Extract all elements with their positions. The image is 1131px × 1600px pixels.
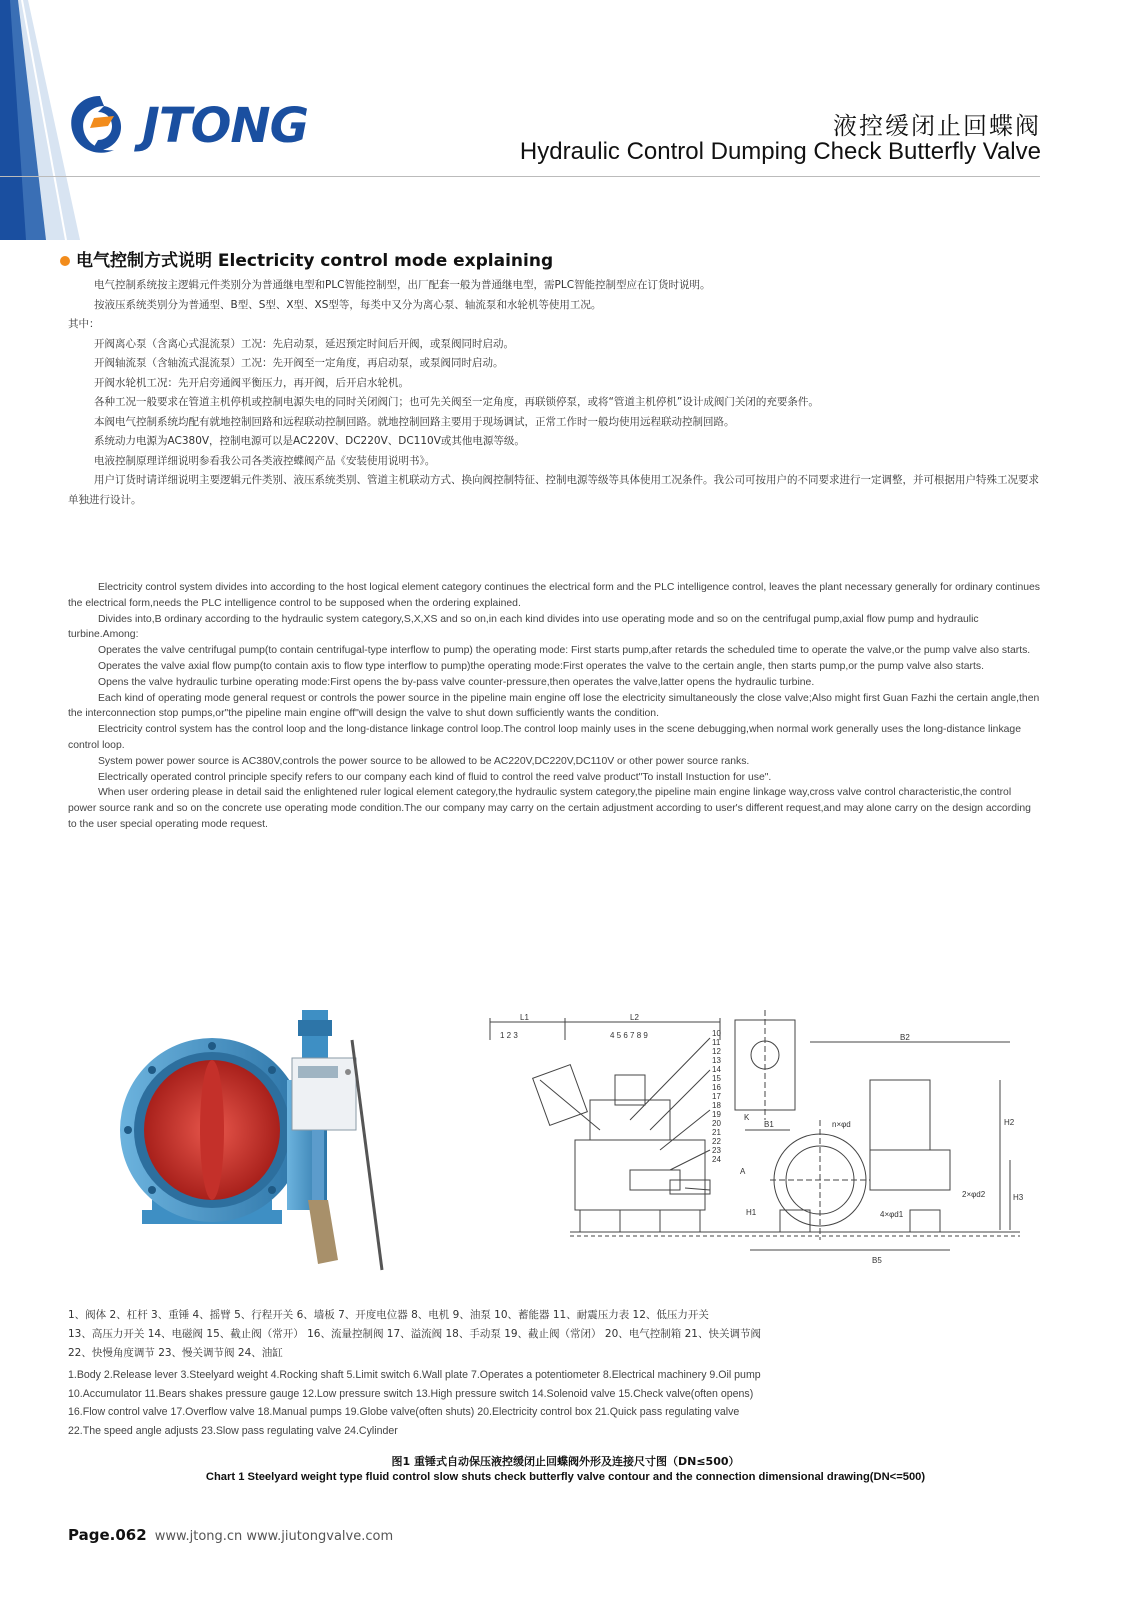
svg-text:4 5 6 7 8 9: 4 5 6 7 8 9 [610, 1031, 648, 1040]
page-title-cn: 液控缓闭止回蝶阀 [833, 112, 1041, 140]
svg-text:15: 15 [712, 1074, 721, 1083]
en-paragraph: When user ordering please in detail said the enlightened ruler logical element category,the hydraulic system category,the pipeline main engine linkage way,cross valve control characteristic,the control power source rank and so on the concrete use operating mode condition.The our company may carry on the certain adjustment according to user's different request,and may alone carry on the design according to the user special operating mode request. [68, 787, 1031, 830]
parts-line: 22、快慢角度调节 23、慢关调节阀 24、油缸 [68, 1347, 283, 1359]
svg-text:B5: B5 [872, 1256, 882, 1265]
brand-mark-icon [64, 92, 136, 160]
cn-paragraph: 本阀电气控制系统均配有就地控制回路和远程联动控制回路。就地控制回路主要用于现场调试，正常工作时一般均使用远程联动控制回路。 [94, 415, 735, 428]
cn-paragraph: 其中： [68, 318, 100, 330]
chinese-description [68, 276, 1042, 510]
svg-text:B1: B1 [764, 1120, 774, 1129]
section-title: 电气控制方式说明 Electricity control mode explaining [76, 251, 554, 271]
page-title-en: Hydraulic Control Dumping Check Butterfly Valve [519, 138, 1041, 165]
svg-text:K: K [744, 1113, 750, 1122]
en-paragraph: Each kind of operating mode general request or controls the power source in the pipeline main engine off lose the electricity simultaneously the close valve;Also might first Guan Fazhi the certain angle,then the interconnection stop pumps,or"the pipeline main engine off"will design the valve to shut down sufficiently wants the condition. [68, 692, 1040, 720]
en-paragraph: Divides into,B ordinary according to the hydraulic system category,S,X,XS and so on,in each kind divides into use operating mode and so on the centrifugal pump,axial flow pump and hydraulic turbine.Among: [68, 613, 979, 641]
cn-paragraph: 系统动力电源为AC380V，控制电源可以是AC220V、DC220V、DC110V或其他电源等级。 [94, 435, 525, 447]
svg-text:B2: B2 [900, 1033, 910, 1042]
svg-text:L2: L2 [630, 1013, 639, 1022]
cn-paragraph: 开阀轴流泵（含轴流式混流泵）工况：先开阀至一定角度，再启动泵，或泵阀同时启动。 [94, 357, 504, 369]
svg-text:n×φd: n×φd [832, 1120, 851, 1129]
brand-name: JTONG [142, 98, 308, 154]
svg-text:21: 21 [712, 1128, 721, 1137]
svg-text:20: 20 [712, 1119, 721, 1128]
figure-caption-en: Chart 1 Steelyard weight type fluid control slow shuts check butterfly valve contour and the connection dimensional drawing(DN<=500) [205, 1471, 926, 1483]
dimensional-drawing [480, 1010, 1040, 1280]
bullet-icon [60, 256, 70, 266]
en-paragraph: System power power source is AC380V,controls the power source to be allowed to be AC220V,DC220V,DC110V or other power source ranks. [98, 755, 750, 767]
parts-line: 16.Flow control valve 17.Overflow valve 18.Manual pumps 19.Globe valve(often shuts) 20.Electricity control box 21.Quick pass regulating valve [68, 1406, 740, 1418]
en-paragraph: Operates the valve centrifugal pump(to contain centrifugal-type interflow to pump) the operating mode: First starts pump,after retards the scheduled time to operate the valve,or the pump valve also starts. [98, 645, 1031, 657]
valve-product-photo [112, 1010, 422, 1280]
svg-text:16: 16 [712, 1083, 721, 1092]
en-paragraph: Electricity control system divides into according to the host logical element category continues the electrical form and the PLC intelligence control, leaves the plant necessary generally for ordinary continues the electrical form,needs the PLC intelligence control to be supposed when the ordering explained. [68, 582, 1040, 609]
svg-text:10: 10 [712, 1029, 721, 1038]
parts-list-cn [68, 1306, 1048, 1363]
svg-text:H1: H1 [746, 1208, 757, 1217]
svg-text:H3: H3 [1013, 1193, 1024, 1202]
cn-paragraph: 各种工况一般要求在管道主机停机或控制电源失电的同时关闭阀门；也可先关阀至一定角度，再联锁停泵，或将“管道主机停机”设计成阀门关闭的充要条件。 [94, 396, 819, 408]
figure-caption-cn: 图1 重锤式自动保压液控缓闭止回蝶阀外形及连接尺寸图（DN≤500） [391, 1455, 740, 1468]
en-paragraph: Operates the valve axial flow pump(to contain axis to flow type interflow to pump)the operating mode:First operates the valve to the certain angle, then starts pump,or the pump valve also starts. [98, 660, 984, 672]
svg-text:18: 18 [712, 1101, 721, 1110]
svg-text:17: 17 [712, 1092, 721, 1101]
svg-text:4×φd1: 4×φd1 [880, 1210, 904, 1219]
en-paragraph: Opens the valve hydraulic turbine operating mode:First opens the by-pass valve counter-pressure,then operates the valve,latter opens the hydraulic turbine. [98, 676, 815, 688]
cn-paragraph: 按液压系统类别分为普通型、B型、S型、X型、XS型等，每类中又分为离心泵、轴流泵和水轮机等使用工况。 [94, 298, 602, 311]
parts-line: 1.Body 2.Release lever 3.Steelyard weight 4.Rocking shaft 5.Limit switch 6.Wall plate 7.Operates a potentiometer 8.Electrical machinery 9.Oil pump [68, 1369, 761, 1381]
svg-text:2×φd2: 2×φd2 [962, 1190, 986, 1199]
svg-text:14: 14 [712, 1065, 721, 1074]
english-description [68, 580, 1042, 833]
page-footer [68, 1526, 393, 1544]
parts-line: 1、阀体 2、杠杆 3、重锤 4、摇臂 5、行程开关 6、墙板 7、开度电位器 8、电机 9、油泵 10、蓄能器 11、耐震压力表 12、低压力开关 [68, 1309, 709, 1321]
parts-line: 10.Accumulator 11.Bears shakes pressure gauge 12.Low pressure switch 13.High pressure switch 14.Solenoid valve 15.Check valve(often opens) [68, 1387, 754, 1400]
svg-text:H2: H2 [1004, 1118, 1015, 1127]
cn-paragraph: 电气控制系统按主逻辑元件类别分为普通继电型和PLC智能控制型，出厂配套一般为普通继电型，需PLC智能控制型应在订货时说明。 [94, 279, 711, 291]
en-paragraph: Electricity control system has the control loop and the long-distance linkage control loop.The control loop mainly uses in the scene debugging,when normal work generally uses the long-distance linkage control loop. [68, 724, 1021, 751]
cn-paragraph: 开阀离心泵（含离心式混流泵）工况：先启动泵，延迟预定时间后开阀，或泵阀同时启动。 [94, 337, 514, 350]
en-paragraph: Electrically operated control principle specify refers to our company each kind of fluid to control the reed valve product"To install Instuction for use". [98, 771, 772, 783]
svg-text:12: 12 [712, 1047, 721, 1056]
cn-paragraph: 开阀水轮机工况：先开启旁通阀平衡压力，再开阀，后开启水轮机。 [94, 376, 409, 389]
parts-line: 13、高压力开关 14、电磁阀 15、截止阀（常开） 16、流量控制阀 17、溢流阀 18、手动泵 19、截止阀（常闭） 20、电气控制箱 21、快关调节阀 [68, 1328, 761, 1340]
svg-text:23: 23 [712, 1146, 721, 1155]
parts-list-en [68, 1366, 1048, 1440]
parts-line: 22.The speed angle adjusts 23.Slow pass regulating valve 24.Cylinder [68, 1424, 398, 1437]
footer-urls: www.jtong.cn www.jiutongvalve.com [154, 1529, 394, 1544]
svg-text:A: A [740, 1167, 746, 1176]
header-divider [0, 176, 1040, 177]
svg-text:19: 19 [712, 1110, 721, 1119]
svg-text:L1: L1 [520, 1013, 529, 1022]
section-heading [60, 246, 553, 271]
svg-text:11: 11 [712, 1038, 721, 1047]
svg-text:1 2 3: 1 2 3 [500, 1031, 518, 1040]
page-number: Page.062 [68, 1526, 147, 1544]
brand-logo [64, 92, 308, 160]
svg-text:24: 24 [712, 1155, 721, 1164]
page-header [0, 0, 1131, 230]
cn-paragraph: 电液控制原理详细说明参看我公司各类液控蝶阀产品《安装使用说明书》。 [94, 454, 436, 467]
svg-text:13: 13 [712, 1056, 721, 1065]
cn-paragraph: 用户订货时请详细说明主要逻辑元件类别、液压系统类别、管道主机联动方式、换向阀控制特征、控制电源等级等具体使用工况条件。我公司可按用户的不同要求进行一定调整，并可根据用户特殊工况要求单独进行设计。 [68, 474, 1039, 506]
svg-text:22: 22 [712, 1137, 721, 1146]
